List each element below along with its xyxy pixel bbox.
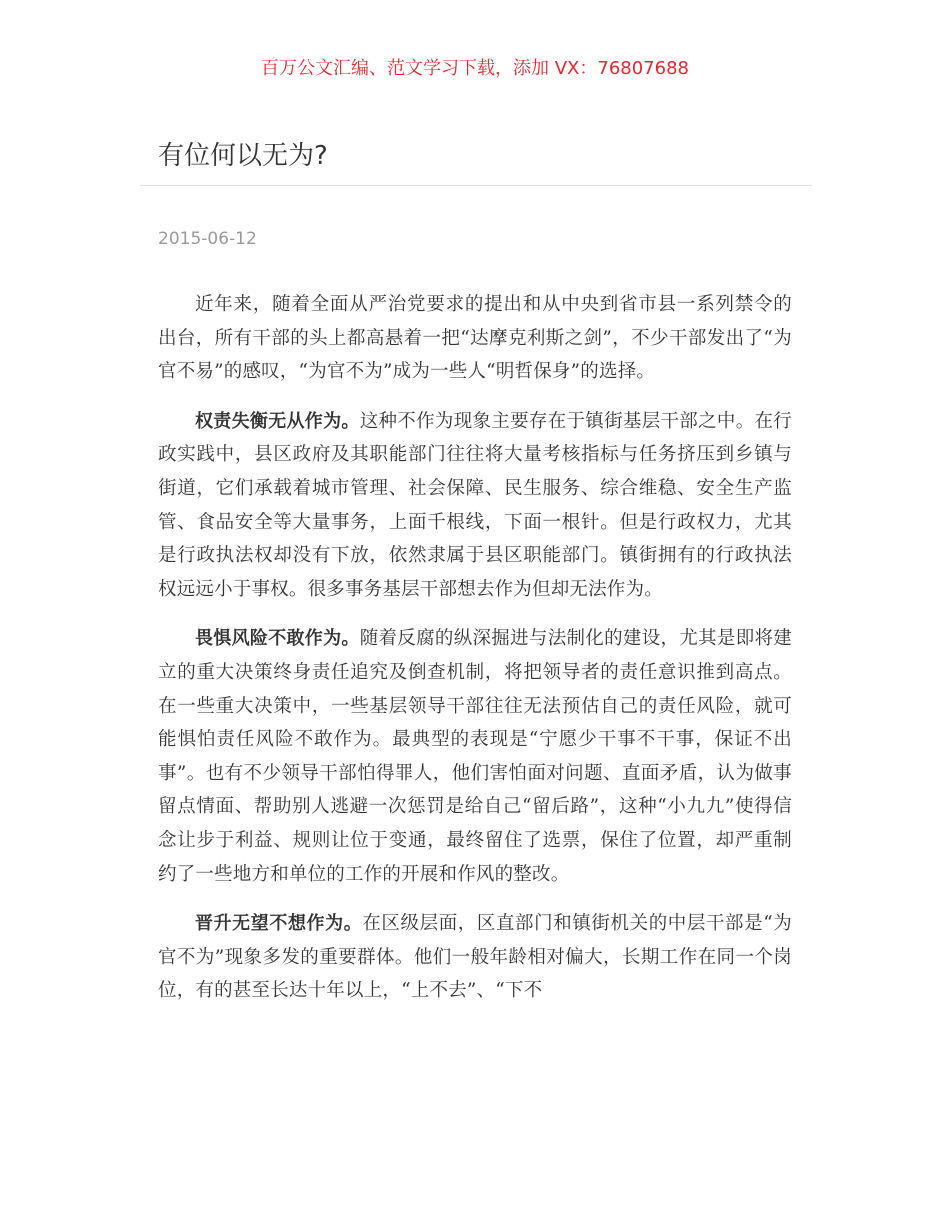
paragraph-lead: 权责失衡无从作为。	[195, 410, 360, 432]
article-paragraph	[158, 622, 792, 891]
paragraph-text: 这种不作为现象主要存在于镇街基层干部之中。在行政实践中，县区政府及其职能部门往往将大量考核指标与任务挤压到乡镇与街道，它们承载着城市管理、社会保障、民生服务、综合维稳、安全生产监管、食品安全等大量事务，上面千根线，下面一根针。但是行政权力，尤其是行政执法权却没有下放，依然隶属于县区职能部门。镇街拥有的行政执法权远远小于事权。很多事务基层干部想去作为但却无法作为。	[158, 410, 792, 600]
page-title: 有位何以无为?	[158, 141, 328, 171]
paragraph-lead: 畏惧风险不敢作为。	[195, 628, 360, 650]
publish-date: 2015-06-12	[158, 229, 257, 249]
paragraph-text: 在区级层面，区直部门和镇街机关的中层干部是“为官不为”现象多发的重要群体。他们一般年龄相对偏大，长期工作在同一个岗位，有的甚至长达十年以上，“上不去”、“下不	[158, 913, 792, 1002]
article-paragraph	[158, 907, 792, 1008]
article-body	[158, 288, 792, 1024]
promo-banner: 百万公文汇编、范文学习下载，添加 VX：76807688	[261, 58, 689, 79]
article-paragraph	[158, 288, 792, 389]
paragraph-text: 近年来，随着全面从严治党要求的提出和从中央到省市县一系列禁令的出台，所有干部的头上都高悬着一把“达摩克利斯之剑”，不少干部发出了“为官不易”的感叹，“为官不为”成为一些人“明哲保身”的选择。	[158, 294, 792, 383]
paragraph-text: 随着反腐的纵深掘进与法制化的建设，尤其是即将建立的重大决策终身责任追究及倒查机制，将把领导者的责任意识推到高点。在一些重大决策中，一些基层领导干部往往无法预估自己的责任风险，就可能惧怕责任风险不敢作为。最典型的表现是“宁愿少干事不干事，保证不出事”。也有不少领导干部怕得罪人，他们害怕面对问题、直面矛盾，认为做事留点情面、帮助别人逃避一次惩罚是给自己“留后路”，这种“小九九”使得信念让步于利益、规则让位于变通，最终留住了选票，保住了位置，却严重制约了一些地方和单位的工作的开展和作风的整改。	[158, 628, 792, 885]
article-paragraph	[158, 405, 792, 607]
paragraph-lead: 晋升无望不想作为。	[195, 913, 363, 935]
title-divider	[140, 185, 812, 186]
